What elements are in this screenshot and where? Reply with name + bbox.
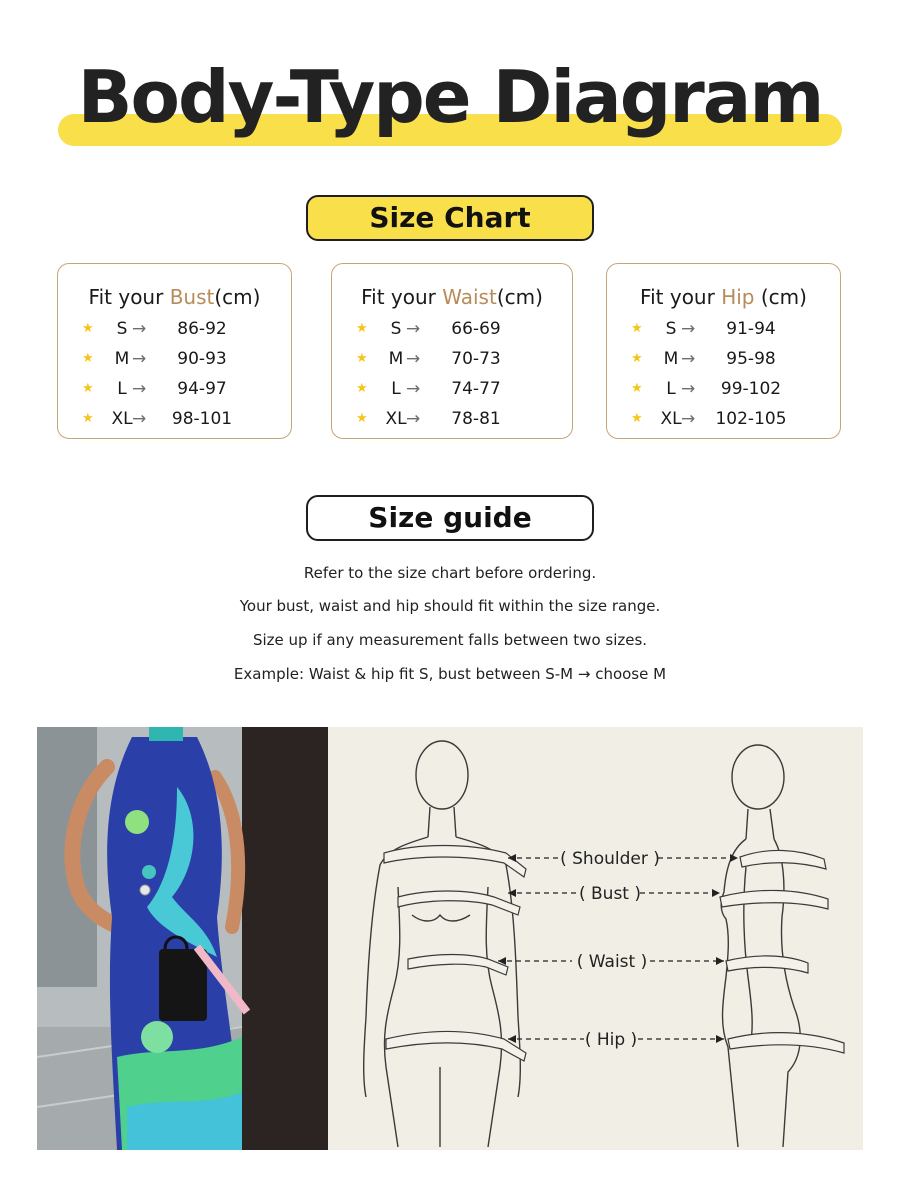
table-row: ★ XL → 102-105 — [607, 404, 840, 434]
table-row: ★ L → 99-102 — [607, 374, 840, 404]
guide-line: Example: Waist & hip fit S, bust between S-M → choose M — [233, 665, 667, 683]
table-row: ★ M → 90-93 — [58, 344, 291, 374]
star-icon: ★ — [356, 351, 368, 366]
waist-card-title: Fit your Waist(cm) — [361, 285, 543, 309]
table-row: ★ M → 70-73 — [332, 344, 572, 374]
table-row: ★ S → 91-94 — [607, 314, 840, 344]
guide-line: Refer to the size chart before ordering. — [303, 564, 597, 582]
star-icon: ★ — [631, 411, 643, 426]
star-icon: ★ — [82, 321, 94, 336]
bust-card-title: Fit your Bust(cm) — [88, 285, 261, 309]
table-row: ★ L → 74-77 — [332, 374, 572, 404]
arrow-heads — [498, 854, 738, 1043]
model-photo — [37, 727, 328, 1150]
arrow-right-icon: → — [132, 409, 147, 429]
star-icon: ★ — [356, 321, 368, 336]
table-row: ★ M → 95-98 — [607, 344, 840, 374]
arrow-right-icon: → — [406, 409, 421, 429]
hip-card-title: Fit your Hip (cm) — [640, 285, 807, 309]
star-icon: ★ — [82, 411, 94, 426]
arrow-right-icon: → — [681, 319, 696, 339]
star-icon: ★ — [356, 411, 368, 426]
star-icon: ★ — [631, 381, 643, 396]
star-icon: ★ — [631, 321, 643, 336]
size-chart-heading: Size Chart — [306, 195, 594, 241]
arrow-right-icon: → — [132, 379, 147, 399]
arrow-right-icon: → — [406, 319, 421, 339]
table-row: ★ L → 94-97 — [58, 374, 291, 404]
table-row: ★ S → 66-69 — [332, 314, 572, 344]
waist-card — [331, 263, 573, 439]
arrow-right-icon: → — [406, 349, 421, 369]
arrow-right-icon: → — [681, 379, 696, 399]
bust-label: ( Bust ) — [578, 884, 642, 904]
side-figure — [721, 745, 800, 1147]
star-icon: ★ — [82, 381, 94, 396]
shoulder-label: ( Shoulder ) — [560, 849, 660, 869]
arrow-right-icon: → — [406, 379, 421, 399]
hip-card — [606, 263, 841, 439]
star-icon: ★ — [631, 351, 643, 366]
star-icon: ★ — [356, 381, 368, 396]
table-row: ★ XL → 78-81 — [332, 404, 572, 434]
front-figure — [364, 741, 521, 1147]
hip-label: ( Hip ) — [584, 1030, 638, 1050]
table-row: ★ S → 86-92 — [58, 314, 291, 344]
guide-line: Size up if any measurement falls between two sizes. — [252, 631, 648, 649]
arrow-right-icon: → — [681, 349, 696, 369]
model-photo-illustration — [37, 727, 328, 1150]
arrow-right-icon: → — [681, 409, 696, 429]
star-icon: ★ — [82, 351, 94, 366]
guide-line: Your bust, waist and hip should fit within the size range. — [239, 597, 661, 615]
arrow-right-icon: → — [132, 319, 147, 339]
table-row: ★ XL → 98-101 — [58, 404, 291, 434]
arrow-right-icon: → — [132, 349, 147, 369]
bust-card — [57, 263, 292, 439]
page-title: Body-Type Diagram — [77, 55, 823, 139]
body-figures-illustration — [328, 727, 863, 1150]
waist-label: ( Waist ) — [576, 952, 648, 972]
size-guide-heading: Size guide — [306, 495, 594, 541]
measurement-diagram — [328, 727, 863, 1150]
